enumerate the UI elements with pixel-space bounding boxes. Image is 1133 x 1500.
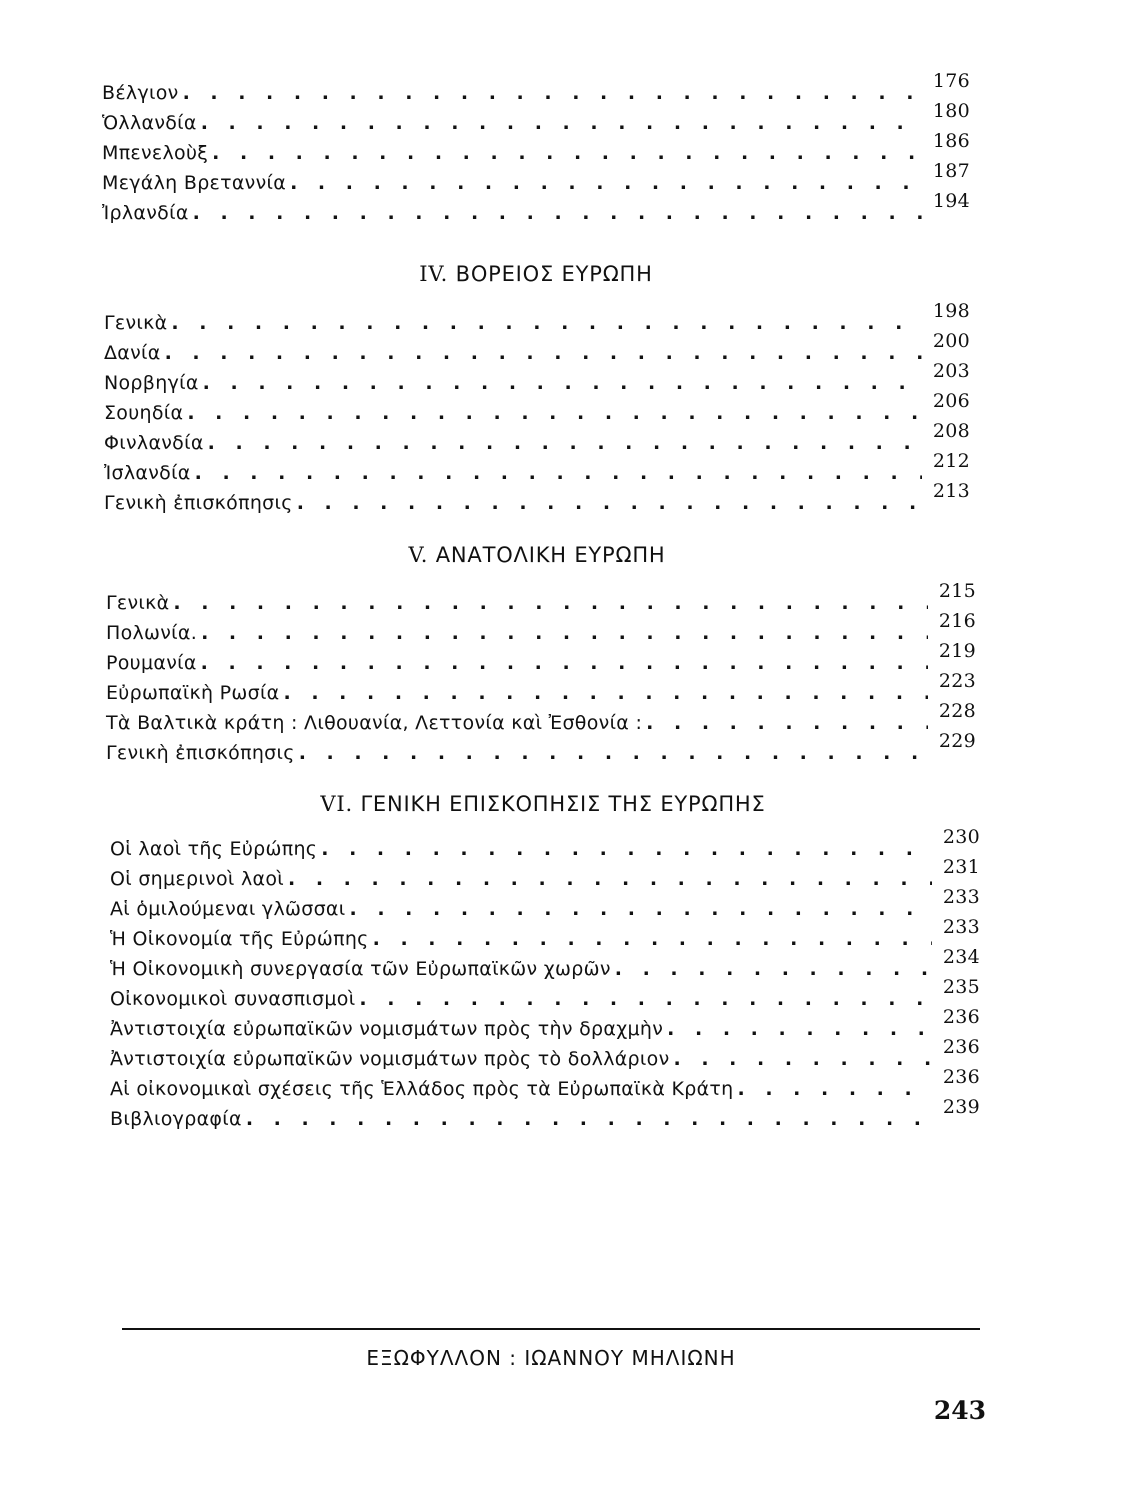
- section-heading-v: [104, 543, 970, 567]
- toc-entry: [104, 480, 970, 522]
- dot-leader: [208, 432, 922, 454]
- entry-page: 223: [938, 670, 976, 692]
- dot-leader: [299, 742, 928, 764]
- entry-page: 194: [932, 190, 970, 212]
- entry-label: Αἱ ὁμιλούμεναι γλῶσσαι: [110, 898, 346, 920]
- toc-entry: [104, 390, 970, 432]
- entry-label: Δανία: [104, 342, 161, 364]
- dot-leader: [359, 988, 932, 1010]
- entry-page: 236: [942, 1066, 980, 1088]
- dot-leader: [667, 1018, 932, 1040]
- toc-entry: [106, 580, 976, 622]
- dot-leader: [288, 868, 932, 890]
- dot-leader: [349, 898, 932, 920]
- entry-label: Οἱ λαοὶ τῆς Εὐρώπης: [110, 838, 318, 860]
- entry-label: Μεγάλη Βρεταννία: [102, 172, 287, 194]
- entry-page: 176: [932, 70, 970, 92]
- entry-label: Μπενελοὺξ: [102, 142, 209, 164]
- entry-label: Γενικὴ ἐπισκόπησις: [104, 492, 293, 514]
- dot-leader: [195, 462, 922, 484]
- toc-entry: [110, 916, 980, 958]
- toc-entry: [110, 946, 980, 988]
- entry-label: Νορβηγία: [104, 372, 199, 394]
- toc-entry: [102, 160, 970, 202]
- entry-page: 203: [932, 360, 970, 382]
- dot-leader: [201, 112, 922, 134]
- entry-label: Ἡ Οἰκονομικὴ συνεργασία τῶν Εὐρωπαϊκῶν χωρῶν: [110, 958, 611, 980]
- toc-entry: [110, 856, 980, 898]
- entry-page: 236: [942, 1036, 980, 1058]
- toc-entry: [104, 450, 970, 492]
- entry-page: 198: [932, 300, 970, 322]
- entry-page: 233: [942, 916, 980, 938]
- dot-leader: [201, 652, 928, 674]
- footer-divider: [122, 1328, 980, 1330]
- entry-label: Αἱ οἰκονομικαὶ σχέσεις τῆς Ἑλλάδος πρὸς τὰ Εὐρωπαϊκὰ Κράτη: [110, 1078, 734, 1100]
- dot-leader: [201, 622, 928, 644]
- section-number: VI.: [320, 792, 353, 816]
- entry-label: Τὰ Βαλτικὰ κράτη : Λιθουανία, Λεττονία καὶ Ἐσθονία :: [106, 712, 643, 734]
- section-title: ΓΕΝΙΚΗ ΕΠΙΣΚΟΠΗΣΙΣ ΤΗΣ ΕΥΡΩΠΗΣ: [360, 792, 766, 816]
- toc-entry: [110, 1036, 980, 1078]
- dot-leader: [615, 958, 932, 980]
- entry-label: Ρουμανία: [106, 652, 197, 674]
- entry-label: Πολωνία.: [106, 622, 198, 644]
- dot-leader: [321, 838, 932, 860]
- section-heading-iv: [102, 262, 970, 286]
- entry-label: Ἀντιστοιχία εὐρωπαϊκῶν νομισμάτων πρὸς τὸ δολλάριον: [110, 1048, 670, 1070]
- toc-block-general: [110, 826, 980, 1138]
- section-title: ΒΟΡΕΙΟΣ ΕΥΡΩΠΗ: [455, 262, 653, 286]
- entry-page: 235: [942, 976, 980, 998]
- entry-label: Εὐρωπαϊκὴ Ρωσία: [106, 682, 280, 704]
- dot-leader: [165, 342, 922, 364]
- entry-page: 215: [938, 580, 976, 602]
- toc-entry: [102, 70, 970, 112]
- entry-page: 213: [932, 480, 970, 502]
- dot-leader: [290, 172, 922, 194]
- section-number: IV.: [419, 262, 449, 286]
- entry-label: Φινλανδία: [104, 432, 204, 454]
- entry-page: 180: [932, 100, 970, 122]
- entry-page: 229: [938, 730, 976, 752]
- entry-label: Ἀντιστοιχία εὐρωπαϊκῶν νομισμάτων πρὸς τὴν δραχμὴν: [110, 1018, 664, 1040]
- entry-label: Οἱ σημερινοὶ λαοὶ: [110, 868, 284, 890]
- entry-page: 206: [932, 390, 970, 412]
- dot-leader: [171, 312, 922, 334]
- dot-leader: [284, 682, 928, 704]
- toc-block-north: [104, 300, 970, 522]
- dot-leader: [193, 202, 922, 224]
- entry-label: Ἰρλανδία: [102, 202, 189, 224]
- toc-entry: [110, 826, 980, 868]
- entry-label: Ἡ Οἰκονομία τῆς Εὐρώπης: [110, 928, 369, 950]
- toc-entry: [106, 640, 976, 682]
- toc-block-western: [102, 70, 970, 232]
- toc-entry: [106, 670, 976, 712]
- dot-leader: [297, 492, 922, 514]
- entry-page: 186: [932, 130, 970, 152]
- entry-page: 230: [942, 826, 980, 848]
- toc-entry: [104, 300, 970, 342]
- entry-page: 187: [932, 160, 970, 182]
- toc-entry: [106, 730, 976, 772]
- toc-entry: [102, 130, 970, 172]
- entry-page: 239: [942, 1096, 980, 1118]
- toc-entry: [110, 886, 980, 928]
- toc-entry: [102, 100, 970, 142]
- section-heading-vi: [108, 792, 978, 816]
- toc-entry: [106, 610, 976, 652]
- dot-leader: [738, 1078, 932, 1100]
- entry-page: 231: [942, 856, 980, 878]
- entry-label: Γενικὰ: [104, 312, 168, 334]
- dot-leader: [246, 1108, 932, 1130]
- dot-leader: [173, 592, 928, 614]
- toc-entry: [110, 1066, 980, 1108]
- entry-label: Ὁλλανδία: [102, 112, 197, 134]
- page-number: 243: [933, 1396, 986, 1425]
- section-title: ΑΝΑΤΟΛΙΚΗ ΕΥΡΩΠΗ: [435, 543, 666, 567]
- entry-label: Γενικὰ: [106, 592, 170, 614]
- entry-label: Ἰσλανδία: [104, 462, 191, 484]
- entry-page: 212: [932, 450, 970, 472]
- toc-entry: [104, 360, 970, 402]
- dot-leader: [187, 402, 922, 424]
- dot-leader: [203, 372, 922, 394]
- dot-leader: [183, 82, 922, 104]
- cover-credit: ΕΞΩΦΥΛΛΟΝ : ΙΩΑΝΝΟΥ ΜΗΛΙΩΝΗ: [366, 1346, 736, 1370]
- entry-page: 228: [938, 700, 976, 722]
- dot-leader: [674, 1048, 933, 1070]
- toc-block-east: [106, 580, 976, 772]
- toc-entry: [110, 976, 980, 1018]
- entry-page: 219: [938, 640, 976, 662]
- entry-label: Οἰκονομικοὶ συνασπισμοὶ: [110, 988, 356, 1010]
- toc-entry: [104, 330, 970, 372]
- section-number: V.: [408, 543, 429, 567]
- dot-leader: [646, 712, 928, 734]
- entry-page: 234: [942, 946, 980, 968]
- entry-label: Βιβλιογραφία: [110, 1108, 242, 1130]
- dot-leader: [212, 142, 922, 164]
- toc-entry: [106, 700, 976, 742]
- toc-entry: [110, 1096, 980, 1138]
- entry-label: Βέλγιον: [102, 82, 179, 104]
- entry-page: 233: [942, 886, 980, 908]
- entry-page: 236: [942, 1006, 980, 1028]
- toc-entry: [104, 420, 970, 462]
- toc-entry: [102, 190, 970, 232]
- entry-page: 216: [938, 610, 976, 632]
- entry-label: Γενικὴ ἐπισκόπησις: [106, 742, 295, 764]
- entry-page: 200: [932, 330, 970, 352]
- toc-entry: [110, 1006, 980, 1048]
- dot-leader: [373, 928, 932, 950]
- entry-page: 208: [932, 420, 970, 442]
- entry-label: Σουηδία: [104, 402, 184, 424]
